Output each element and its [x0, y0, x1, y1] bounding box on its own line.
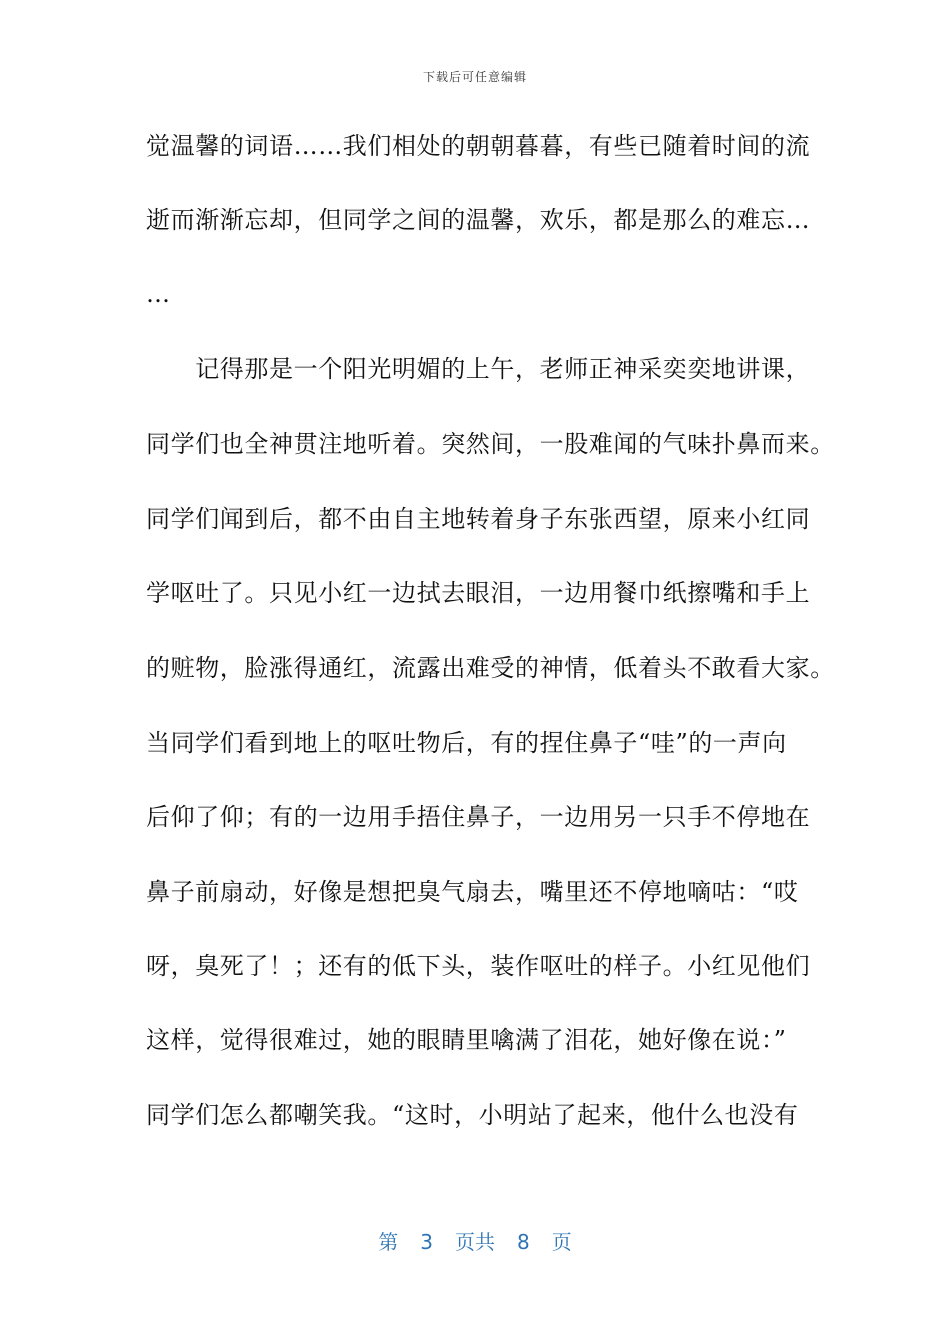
footer-suffix: 页: [551, 1230, 572, 1254]
footer-page-number: 3: [420, 1230, 433, 1254]
page-footer: [0, 1226, 950, 1255]
text-line: 当同学们看到地上的呕吐物后，有的捏住鼻子“哇”的一声向: [146, 729, 787, 757]
text-line: 呀，臭死了！；还有的低下头，装作呕吐的样子。小红见他们: [146, 952, 811, 980]
page-header: 下载后可任意编辑: [422, 70, 527, 84]
footer-total-pages: 8: [517, 1230, 530, 1254]
text-line: 逝而渐渐忘却，但同学之间的温馨，欢乐，都是那么的难忘…: [146, 206, 811, 234]
footer-prefix: 第: [378, 1230, 399, 1254]
text-line: 后仰了仰；有的一边用手捂住鼻子，一边用另一只手不停地在: [146, 803, 811, 831]
text-line: 学呕吐了。只见小红一边拭去眼泪，一边用餐巾纸擦嘴和手上: [146, 579, 811, 607]
text-line: 鼻子前扇动，好像是想把臭气扇去，嘴里还不停地嘀咕：“哎: [146, 878, 799, 906]
text-line: 记得那是一个阳光明媚的上午，老师正神采奕奕地讲课，: [146, 355, 811, 383]
text-line: 同学们闻到后，都不由自主地转着身子东张西望，原来小红同: [146, 505, 811, 533]
text-line: 这样，觉得很难过，她的眼睛里噙满了泪花，她好像在说：”: [146, 1026, 787, 1054]
text-line: 觉温馨的词语……我们相处的朝朝暮暮，有些已随着时间的流: [146, 132, 811, 160]
text-line: 的赃物，脸涨得通红，流露出难受的神情，低着头不敢看大家。: [146, 654, 835, 682]
text-line: 同学们怎么都嘲笑我。“这时，小明站了起来，他什么也没有: [146, 1101, 799, 1129]
footer-middle: 页共: [455, 1230, 495, 1254]
text-line: 同学们也全神贯注地听着。突然间，一股难闻的气味扑鼻而来。: [146, 430, 835, 458]
text-line: …: [146, 280, 171, 308]
